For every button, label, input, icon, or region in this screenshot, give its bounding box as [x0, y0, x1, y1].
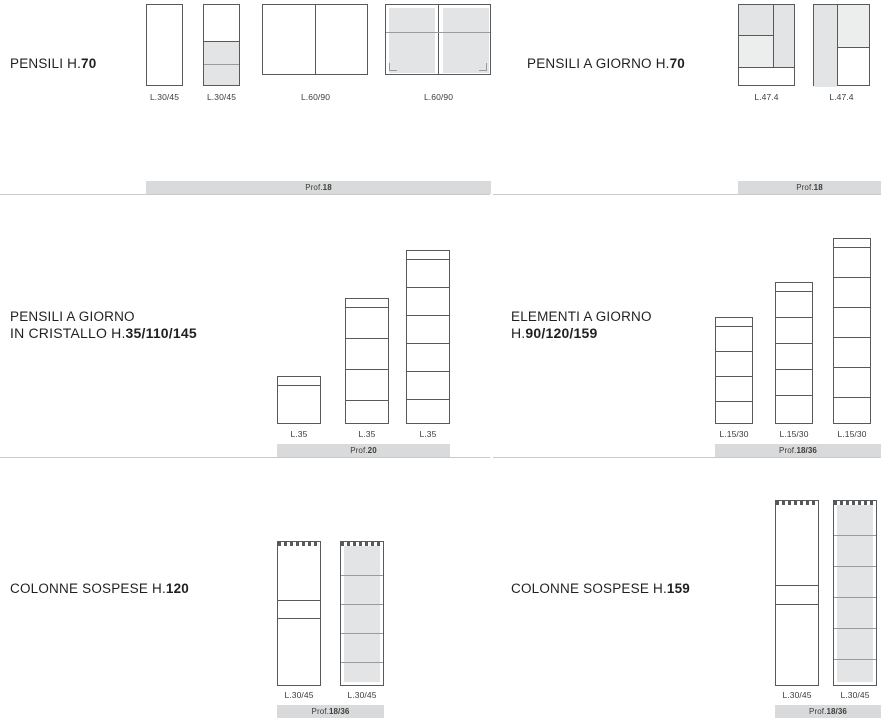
caption-pensile-3: L.60/90 [300, 92, 331, 102]
section-title-text: H. [511, 325, 526, 341]
section-title-line2 [511, 325, 652, 342]
depth-label: Prof. [779, 446, 797, 455]
section-title-line2 [10, 325, 197, 342]
shelf-line [776, 291, 812, 292]
shelf-line [407, 399, 449, 400]
section-title-value: 35/110/145 [125, 325, 197, 341]
shelf-line [341, 604, 383, 605]
shelf-line [834, 566, 876, 567]
section-title-cristallo [10, 308, 197, 342]
section-title-text: PENSILI H. [10, 56, 82, 71]
section-rule [493, 194, 881, 195]
caption-pensile-4: L.60/90 [423, 92, 454, 102]
caption-colonna-159-2: L.30/45 [840, 690, 870, 700]
caption-colonna-159-1: L.30/45 [782, 690, 812, 700]
section-title-colonne-159 [511, 580, 690, 597]
cabinet-pensile-1 [146, 4, 183, 86]
cabinet-pensile-4 [385, 4, 491, 75]
open-compartment [837, 5, 869, 47]
shelf-line [776, 604, 818, 605]
shelf-line [834, 397, 870, 398]
caption-elemento-3: L.15/30 [837, 429, 867, 439]
shelf-line [834, 367, 870, 368]
caption-cristallo-1: L.35 [290, 429, 308, 439]
handle-mark [479, 63, 487, 71]
section-title-pensili-giorno-h70 [527, 55, 685, 72]
divider-line [837, 5, 838, 85]
shelf-line [776, 395, 812, 396]
cabinet-colonna-120-2 [340, 541, 384, 686]
depth-value: 18/36 [796, 446, 817, 455]
shelf-line [739, 67, 794, 68]
shelf-line [341, 662, 383, 663]
section-title-value: 90/120/159 [525, 325, 598, 341]
shelf-line [278, 618, 320, 619]
shelf-line [204, 64, 239, 65]
dashed-top-edge [834, 501, 876, 505]
glass-panel [814, 5, 837, 87]
section-title-elementi-giorno [511, 308, 652, 342]
depth-value: 18/36 [826, 707, 847, 716]
section-title-value: 70 [81, 56, 97, 71]
shelf-line [341, 575, 383, 576]
cabinet-colonna-159-1 [775, 500, 819, 686]
open-compartment [739, 35, 773, 67]
cabinet-elemento-2 [775, 282, 813, 424]
dashed-top-edge [776, 501, 818, 505]
shelf-line [341, 633, 383, 634]
cabinet-cristallo-1 [277, 376, 321, 424]
depth-bar-pensili-giorno-h70 [738, 181, 881, 194]
shelf-line [776, 585, 818, 586]
cabinet-colonna-120-1 [277, 541, 321, 686]
glass-panel [837, 505, 873, 682]
shelf-line [776, 343, 812, 344]
shelf-line [407, 371, 449, 372]
section-title-value: 120 [165, 581, 190, 596]
caption-giorno-2: L.47.4 [829, 92, 854, 102]
depth-bar-colonne-120 [277, 705, 384, 718]
section-title-pensili-h70 [10, 55, 96, 72]
shelf-line [834, 659, 876, 660]
shelf-line [776, 317, 812, 318]
dashed-top-edge [341, 542, 383, 546]
shelf-line [834, 535, 876, 536]
glass-panel [773, 5, 794, 67]
cabinet-colonna-159-2 [833, 500, 877, 686]
cabinet-pensile-2 [203, 4, 240, 86]
shelf-line [716, 326, 752, 327]
shelf-line [834, 247, 870, 248]
shelf-line [834, 307, 870, 308]
depth-bar-elementi-giorno [715, 444, 881, 457]
depth-label: Prof. [305, 183, 323, 192]
shelf-line [204, 41, 239, 42]
caption-pensile-1: L.30/45 [149, 92, 180, 102]
shelf-line [407, 315, 449, 316]
shelf-line [834, 277, 870, 278]
caption-pensile-2: L.30/45 [206, 92, 237, 102]
shelf-line [776, 369, 812, 370]
depth-value: 20 [367, 446, 377, 455]
shelf-line [834, 597, 876, 598]
cabinet-elemento-3 [833, 238, 871, 424]
depth-value: 18/36 [328, 707, 350, 716]
depth-value: 18 [322, 183, 332, 192]
section-rule [0, 457, 490, 458]
cabinet-cristallo-3 [406, 250, 450, 424]
depth-value: 18 [813, 183, 823, 192]
shelf-line [407, 287, 449, 288]
shelf-line [346, 307, 388, 308]
dashed-top-edge [278, 542, 320, 546]
depth-bar-cristallo [277, 444, 450, 457]
cabinet-pensile-3 [262, 4, 368, 75]
shelf-line [278, 600, 320, 601]
section-title-colonne-120 [10, 580, 189, 597]
cabinet-cristallo-2 [345, 298, 389, 424]
depth-label: Prof. [350, 446, 368, 455]
cabinet-giorno-2 [813, 4, 870, 86]
glass-panel [739, 5, 773, 35]
caption-colonna-120-2: L.30/45 [347, 690, 377, 700]
shelf-line [716, 376, 752, 377]
section-title-text: COLONNE SOSPESE H. [10, 581, 166, 596]
caption-elemento-1: L.15/30 [719, 429, 749, 439]
depth-label: Prof. [796, 183, 814, 192]
glass-panel [204, 41, 239, 85]
depth-bar-pensili-h70 [146, 181, 491, 194]
shelf-line [346, 369, 388, 370]
cabinet-giorno-1 [738, 4, 795, 86]
section-title-text: IN CRISTALLO H. [10, 325, 126, 341]
caption-colonna-120-1: L.30/45 [284, 690, 314, 700]
shelf-line [346, 400, 388, 401]
section-title-line1: ELEMENTI A GIORNO [511, 309, 652, 324]
section-rule [0, 194, 490, 195]
depth-label: Prof. [311, 707, 329, 716]
handle-mark [389, 63, 397, 71]
section-title-text: COLONNE SOSPESE H. [511, 581, 667, 596]
section-title-text: PENSILI A GIORNO H. [527, 56, 670, 71]
caption-cristallo-2: L.35 [358, 429, 376, 439]
shelf-line [407, 259, 449, 260]
depth-label: Prof. [809, 707, 827, 716]
divider-line [773, 5, 774, 67]
cabinet-elemento-1 [715, 317, 753, 424]
door-split-line [438, 5, 439, 74]
shelf-line [834, 337, 870, 338]
shelf-line [837, 47, 869, 48]
caption-elemento-2: L.15/30 [779, 429, 809, 439]
depth-bar-colonne-159 [775, 705, 881, 718]
caption-giorno-1: L.47.4 [754, 92, 779, 102]
shelf-line [407, 343, 449, 344]
shelf-line [386, 32, 490, 33]
shelf-line [346, 338, 388, 339]
section-title-value: 70 [669, 56, 686, 71]
shelf-line [716, 351, 752, 352]
shelf-line [716, 401, 752, 402]
section-rule [493, 457, 881, 458]
door-split-line [315, 5, 316, 74]
section-title-line1: PENSILI A GIORNO [10, 309, 135, 324]
shelf-line [834, 628, 876, 629]
shelf-line [739, 35, 773, 36]
section-title-value: 159 [666, 581, 691, 596]
shelf-line [278, 385, 320, 386]
caption-cristallo-3: L.35 [419, 429, 437, 439]
